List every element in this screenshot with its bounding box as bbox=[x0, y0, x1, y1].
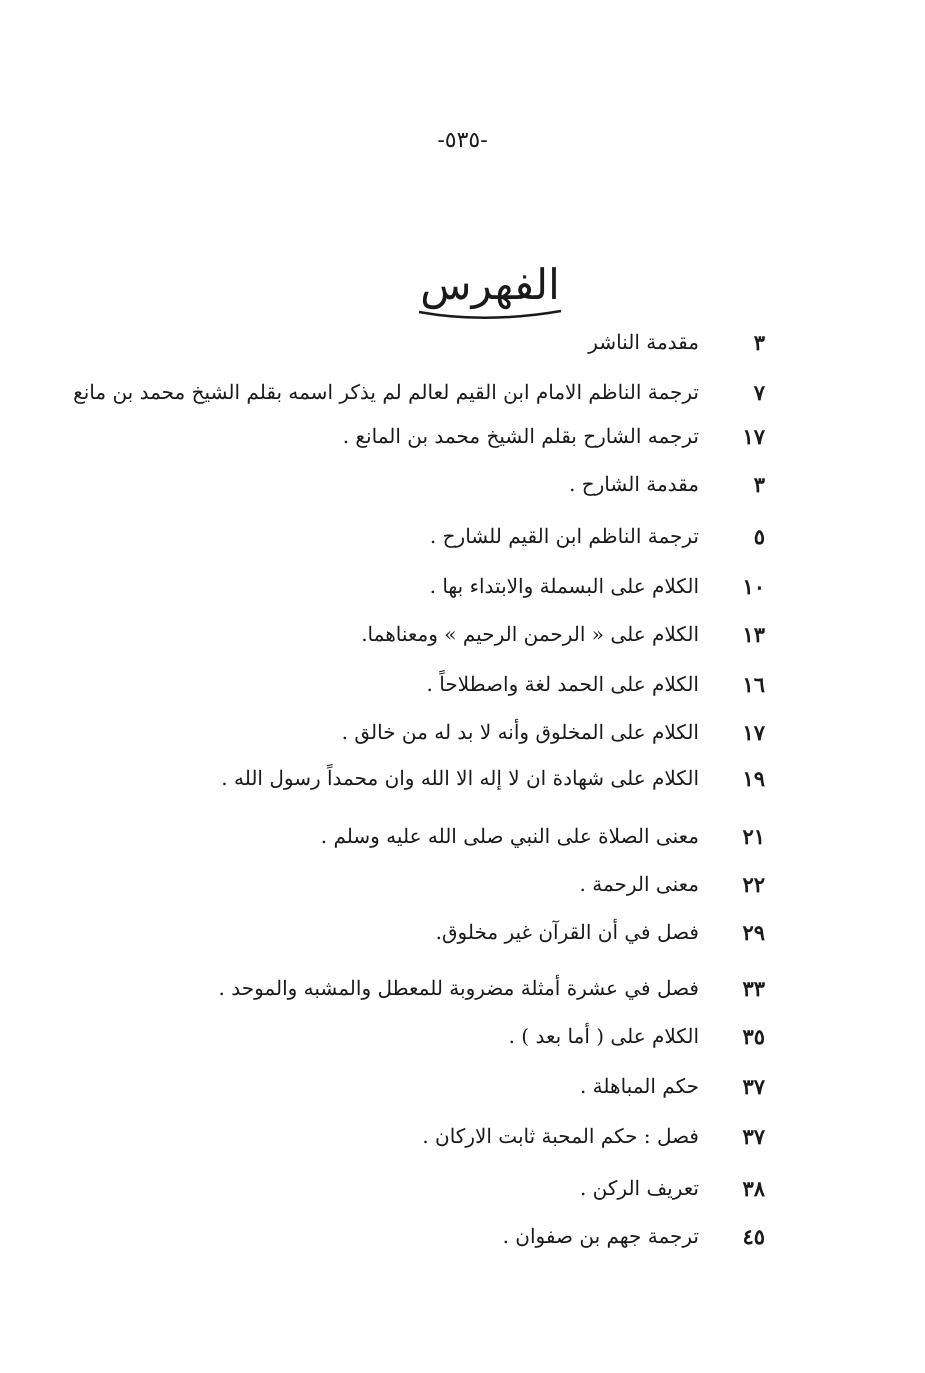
toc-page-number: ١٦ bbox=[742, 671, 765, 697]
toc-entry-title: الكلام على ( أما بعد ) . bbox=[508, 1024, 699, 1048]
toc-entry-title: الكلام على البسملة والابتداء بها . bbox=[429, 574, 699, 598]
toc-entry-title: الكلام على « الرحمن الرحيم » ومعناهما. bbox=[361, 622, 699, 646]
index-title: الفهرس bbox=[420, 260, 560, 309]
title-flourish-icon bbox=[415, 308, 565, 322]
toc-page-number: ٧ bbox=[753, 379, 765, 405]
toc-entry bbox=[73, 372, 765, 412]
toc-page-number: ٣ bbox=[753, 329, 765, 355]
toc-page-number: ١٩ bbox=[742, 765, 765, 791]
toc-entry bbox=[343, 416, 765, 456]
toc-entry-title: ترجمه الشارح بقلم الشيخ محمد بن المانع . bbox=[342, 424, 699, 448]
toc-entry-title: ترجمة الناظم الامام ابن القيم لعالم لم يذكر اسمه بقلم الشيخ محمد بن مانع bbox=[73, 380, 699, 404]
toc-entry-title: الكلام على شهادة ان لا إله الا الله وان محمداً رسول الله . bbox=[221, 766, 699, 790]
toc-page-number: ٥ bbox=[753, 523, 765, 549]
toc-entry-title: مقدمة الناشر bbox=[588, 330, 699, 354]
toc-page-number: ٣٥ bbox=[742, 1023, 765, 1049]
toc-entry bbox=[321, 816, 765, 856]
toc-entry-title: ترجمة الناظم ابن القيم للشارح . bbox=[429, 524, 699, 548]
toc-entry bbox=[342, 712, 765, 752]
toc-entry bbox=[361, 614, 765, 654]
toc-entry bbox=[580, 1168, 765, 1208]
toc-entry bbox=[588, 322, 765, 362]
toc-entry-title: معنى الرحمة . bbox=[579, 872, 699, 896]
toc-entry bbox=[430, 566, 765, 606]
toc-entry bbox=[219, 968, 766, 1008]
toc-page-number: ٢١ bbox=[742, 823, 765, 849]
toc-page-number: ٢٢ bbox=[742, 871, 765, 897]
page-number: -٥٣٥- bbox=[437, 128, 488, 153]
toc-page-number: ٣٣ bbox=[742, 975, 765, 1001]
toc-entry-title: فصل : حكم المحبة ثابت الاركان . bbox=[422, 1124, 699, 1148]
toc-entry bbox=[503, 1216, 765, 1256]
toc-page-number: ٣٨ bbox=[742, 1175, 765, 1201]
toc-page-number: ٢٩ bbox=[742, 919, 765, 945]
toc-page-number: ١٧ bbox=[742, 423, 765, 449]
toc-entry-title: حكم المباهلة . bbox=[579, 1074, 699, 1098]
toc-page-number: ٣٧ bbox=[742, 1123, 765, 1149]
toc-entry-title: فصل في عشرة أمثلة مضروبة للمعطل والمشبه والموحد . bbox=[218, 976, 699, 1000]
toc-page-number: ١٣ bbox=[742, 621, 765, 647]
toc-entry-title: تعريف الركن . bbox=[579, 1176, 699, 1200]
toc-entry-title: الكلام على المخلوق وأنه لا بد له من خالق . bbox=[341, 720, 699, 744]
toc-page-number: ٣٧ bbox=[742, 1073, 765, 1099]
toc-entry bbox=[430, 516, 765, 556]
toc-entry-title: فصل في أن القرآن غير مخلوق. bbox=[435, 920, 699, 944]
toc-entry bbox=[580, 864, 765, 904]
toc-entry bbox=[422, 1116, 765, 1156]
toc-entry bbox=[569, 464, 765, 504]
toc-page-number: ٤٥ bbox=[742, 1223, 765, 1249]
toc-page-number: ١٠ bbox=[742, 573, 765, 599]
toc-entry bbox=[436, 912, 765, 952]
toc-entry bbox=[580, 1066, 765, 1106]
index-heading bbox=[400, 262, 580, 322]
toc-entry bbox=[427, 664, 765, 704]
toc-page-number: ٣ bbox=[753, 471, 765, 497]
toc-entry-title: الكلام على الحمد لغة واصطلاحاً . bbox=[426, 672, 699, 696]
toc-entry-title: ترجمة جهم بن صفوان . bbox=[502, 1224, 699, 1248]
toc-entry bbox=[221, 758, 765, 798]
toc-entry bbox=[509, 1016, 765, 1056]
toc-entry-title: معنى الصلاة على النبي صلى الله عليه وسلم . bbox=[320, 824, 699, 848]
toc-page-number: ١٧ bbox=[742, 719, 765, 745]
toc-entry-title: مقدمة الشارح . bbox=[569, 472, 699, 496]
